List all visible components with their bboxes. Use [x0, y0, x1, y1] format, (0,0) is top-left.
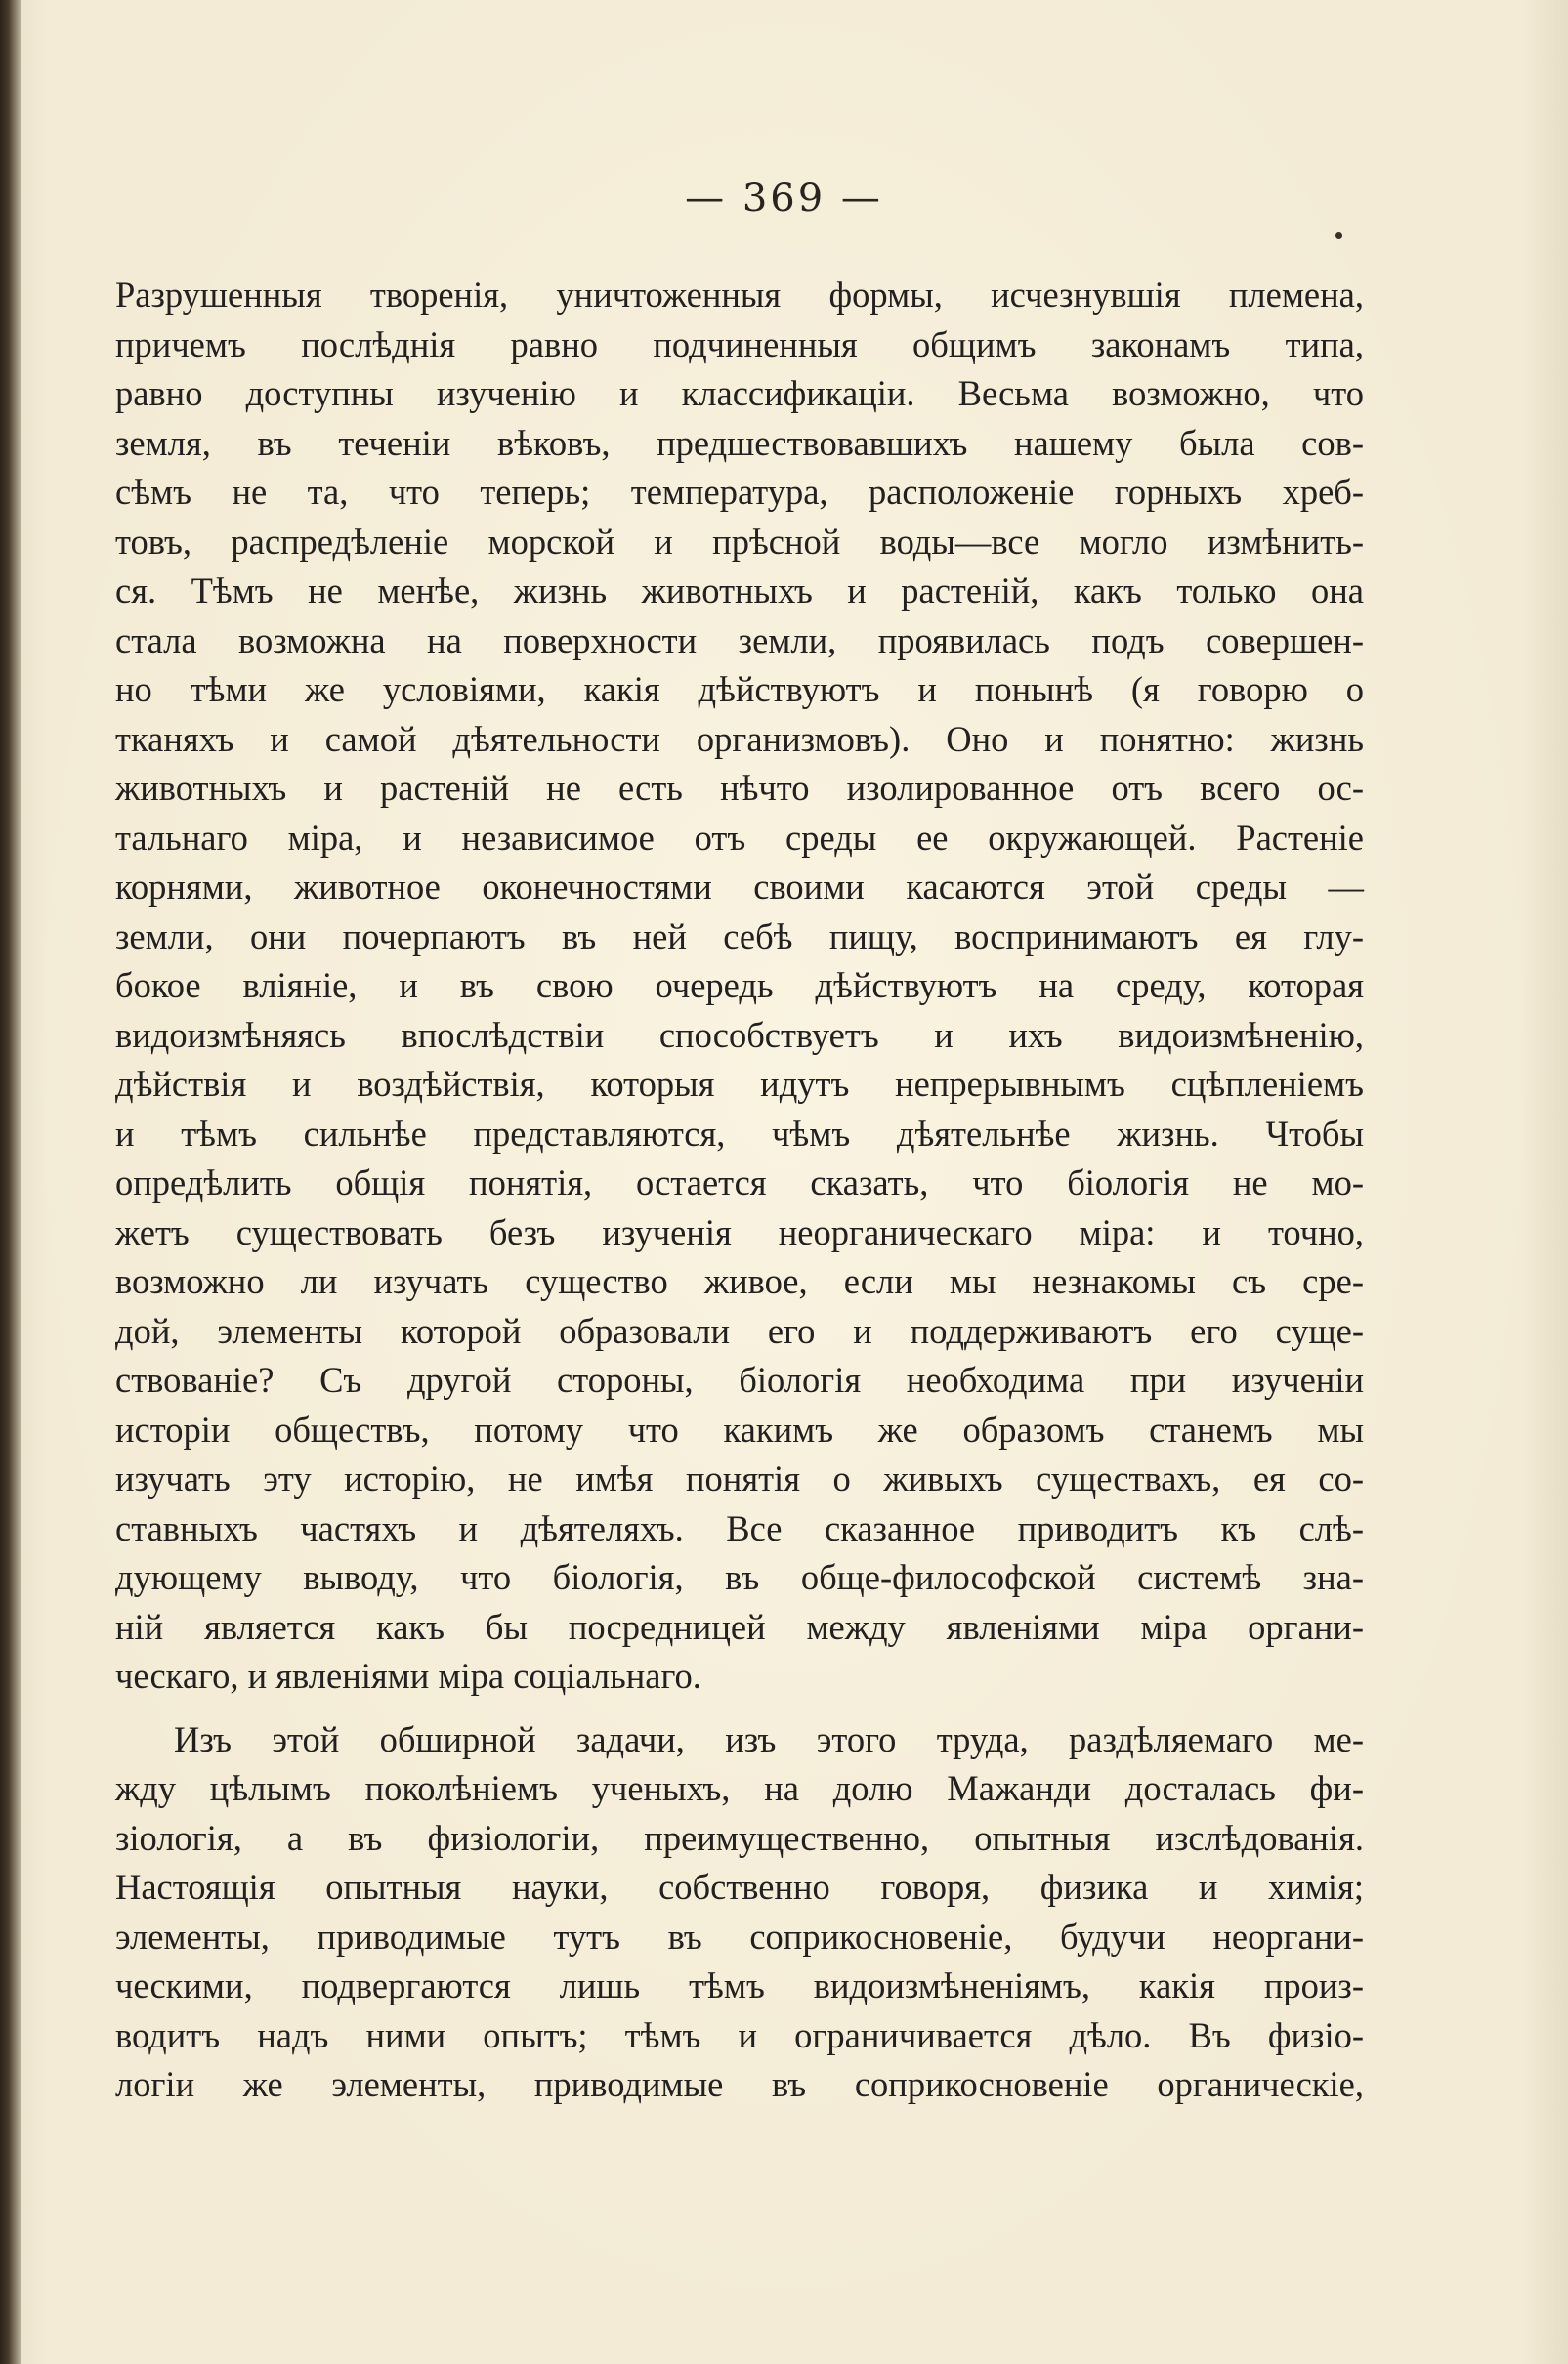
ink-speck — [1335, 232, 1342, 239]
text-line: возможно ли изучать существо живое, если мы незнакомы съ сре- — [115, 1261, 1364, 1301]
text-line: стала возможна на поверхности земли, проявилась подъ совершен- — [115, 619, 1364, 660]
text-line: элементы, приводимые тутъ въ соприкосновеніе, будучи неоргани- — [115, 1916, 1364, 1957]
text-line: земли, они почерпаютъ въ ней себѣ пищу, воспринимаютъ ея глу- — [115, 915, 1364, 956]
text-line: животныхъ и растеній не есть нѣчто изолированное отъ всего ос- — [115, 768, 1364, 808]
text-line: ствованіе? Съ другой стороны, біологія необходима при изученіи — [115, 1360, 1364, 1400]
text-line: бокое вліяніе, и въ свою очередь дѣйствуютъ на среду, которая — [115, 965, 1364, 1005]
text-line: ставныхъ частяхъ и дѣятеляхъ. Все сказанное приводитъ къ слѣ- — [115, 1507, 1364, 1548]
text-line: равно доступны изученію и классификаціи. Весьма возможно, что — [115, 373, 1364, 413]
text-line: ся. Тѣмъ не менѣе, жизнь животныхъ и растеній, какъ только она — [115, 570, 1364, 611]
text-line: водитъ надъ ними опытъ; тѣмъ и ограничивается дѣло. Въ физіо- — [115, 2014, 1364, 2055]
body-text — [115, 271, 1364, 2110]
text-line: причемъ послѣднія равно подчиненныя общимъ законамъ типа, — [115, 323, 1364, 364]
text-line: сѣмъ не та, что теперь; температура, расположеніе горныхъ хреб- — [115, 472, 1364, 512]
text-line: дой, элементы которой образовали его и поддерживаютъ его суще- — [115, 1310, 1364, 1351]
text-line: жду цѣлымъ поколѣніемъ ученыхъ, на долю Мажанди досталась фи- — [115, 1768, 1364, 1808]
text-line: дѣйствія и воздѣйствія, которыя идутъ непрерывнымъ сцѣпленіемъ — [115, 1064, 1364, 1104]
paragraph — [115, 271, 1364, 1702]
text-line: земля, въ теченіи вѣковъ, предшествовавшихъ нашему была сов- — [115, 422, 1364, 463]
text-line: тканяхъ и самой дѣятельности организмовъ). Оно и понятно: жизнь — [115, 718, 1364, 759]
text-line: Разрушенныя творенія, уничтоженныя формы, исчезнувшія племена, — [115, 274, 1364, 315]
text-line: Изъ этой обширной задачи, изъ этого труда, раздѣляемаго ме- — [174, 1718, 1364, 1759]
text-line: ческими, подвергаются лишь тѣмъ видоизмѣненіямъ, какія произ- — [115, 1965, 1364, 2005]
text-line: ній является какъ бы посредницей между явленіями міра органи- — [115, 1606, 1364, 1647]
text-line: товъ, распредѣленіе морской и прѣсной воды—все могло измѣнить- — [115, 521, 1364, 562]
text-line: видоизмѣняясь впослѣдствіи способствуетъ и ихъ видоизмѣненію, — [115, 1014, 1364, 1055]
text-line: и тѣмъ сильнѣе представляются, чѣмъ дѣятельнѣе жизнь. Чтобы — [115, 1113, 1364, 1154]
text-line: дующему выводу, что біологія, въ обще-философской системѣ зна- — [115, 1557, 1364, 1597]
page-binding-shadow — [0, 0, 21, 2364]
text-line: логіи же элементы, приводимые въ соприкосновеніе органическіе, — [115, 2064, 1364, 2104]
text-line: корнями, животное оконечностями своими касаются этой среды — — [115, 866, 1364, 907]
text-line: зіологія, а въ физіологіи, преимущественно, опытныя изслѣдованія. — [115, 1817, 1364, 1858]
text-line: тальнаго міра, и независимое отъ среды ее окружающей. Растеніе — [115, 817, 1364, 858]
page-number: — 369 — — [685, 176, 883, 221]
text-line: исторіи обществъ, потому что какимъ же образомъ станемъ мы — [115, 1409, 1364, 1450]
text-line: жетъ существовать безъ изученія неорганическаго міра: и точно, — [115, 1211, 1364, 1252]
paragraph-gap — [115, 1702, 1364, 1715]
text-line: ческаго, и явленіями міра соціальнаго. — [115, 1656, 701, 1696]
paragraph — [115, 1715, 1364, 2110]
text-line: опредѣлить общія понятія, остается сказать, что біологія не мо- — [115, 1162, 1364, 1203]
text-line: изучать эту исторію, не имѣя понятія о живыхъ существахъ, ея со- — [115, 1458, 1364, 1499]
text-line: Настоящія опытныя науки, собственно говоря, физика и химія; — [115, 1867, 1364, 1907]
text-line: но тѣми же условіями, какія дѣйствуютъ и понынѣ (я говорю о — [115, 669, 1364, 709]
